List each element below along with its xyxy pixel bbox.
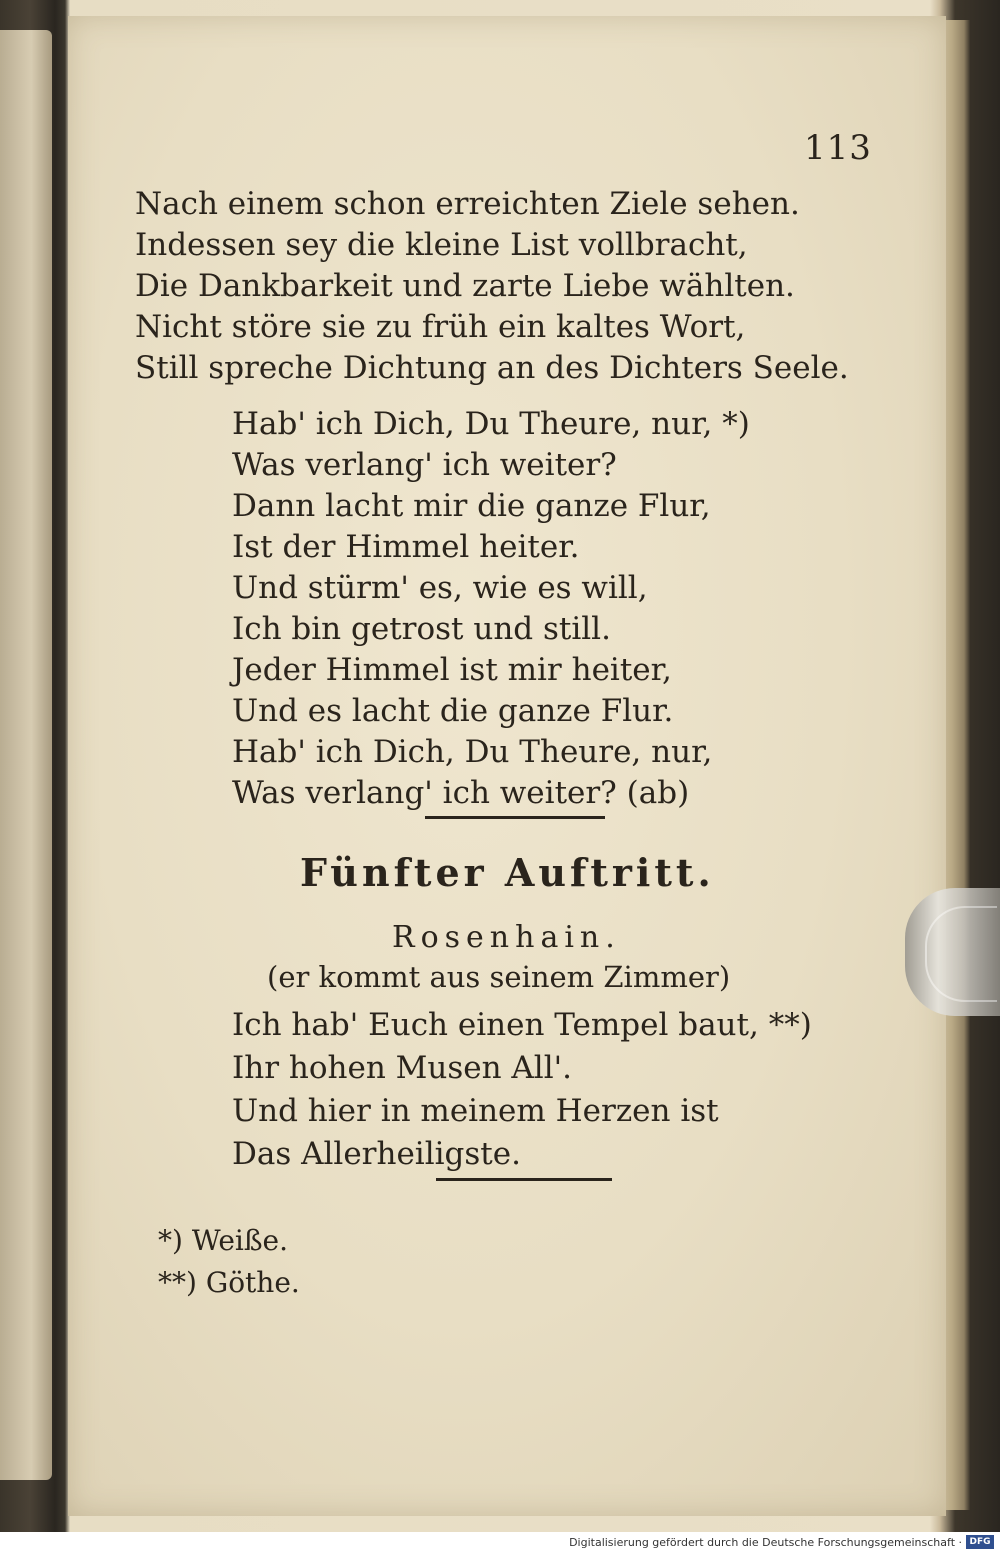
- prose-line: Die Dankbarkeit und zarte Liebe wählten.: [135, 268, 795, 304]
- page-clip: [905, 888, 1000, 1016]
- verse-line: Ihr hohen Musen All'.: [232, 1050, 573, 1086]
- footnote-divider: [436, 1178, 612, 1181]
- footnote: **) Göthe.: [158, 1266, 300, 1299]
- left-page-edge: [0, 30, 52, 1480]
- verse-line: Jeder Himmel ist mir heiter,: [232, 652, 672, 688]
- prose-block: [135, 184, 849, 389]
- song-verse: [232, 404, 750, 814]
- verse-line: Ich bin getrost und still.: [232, 611, 611, 647]
- verse-line: Hab' ich Dich, Du Theure, nur, *): [232, 406, 750, 442]
- section-divider: [425, 816, 605, 819]
- stage-direction: (er kommt aus seinem Zimmer): [267, 960, 731, 994]
- monologue-verse: [232, 1004, 812, 1176]
- footnote: *) Weiße.: [158, 1224, 289, 1257]
- verse-line: Was verlang' ich weiter?: [232, 447, 617, 483]
- verse-line: Hab' ich Dich, Du Theure, nur,: [232, 734, 713, 770]
- dfg-logo: DFG: [966, 1535, 994, 1549]
- verse-line: Ich hab' Euch einen Tempel baut, **): [232, 1007, 812, 1043]
- prose-line: Nicht störe sie zu früh ein kaltes Wort,: [135, 309, 746, 345]
- verse-line: Und es lacht die ganze Flur.: [232, 693, 674, 729]
- verse-line: Was verlang' ich weiter? (ab): [232, 775, 690, 811]
- verse-line: Das Allerheiligste.: [232, 1136, 521, 1172]
- verse-line: Ist der Himmel heiter.: [232, 529, 580, 565]
- scene-title: Fünfter Auftritt.: [300, 850, 715, 895]
- scene-setting: Rosenhain.: [392, 920, 621, 955]
- footer-credit: Digitalisierung gefördert durch die Deutsche Forschungsgemeinschaft ·: [569, 1536, 962, 1549]
- page-number: 113: [804, 128, 872, 168]
- prose-line: Still spreche Dichtung an des Dichters Seele.: [135, 350, 849, 386]
- prose-line: Indessen sey die kleine List vollbracht,: [135, 227, 748, 263]
- verse-line: Dann lacht mir die ganze Flur,: [232, 488, 711, 524]
- prose-line: Nach einem schon erreichten Ziele sehen.: [135, 186, 800, 222]
- footnotes: [158, 1220, 300, 1304]
- verse-line: Und stürm' es, wie es will,: [232, 570, 648, 606]
- verse-line: Und hier in meinem Herzen ist: [232, 1093, 719, 1129]
